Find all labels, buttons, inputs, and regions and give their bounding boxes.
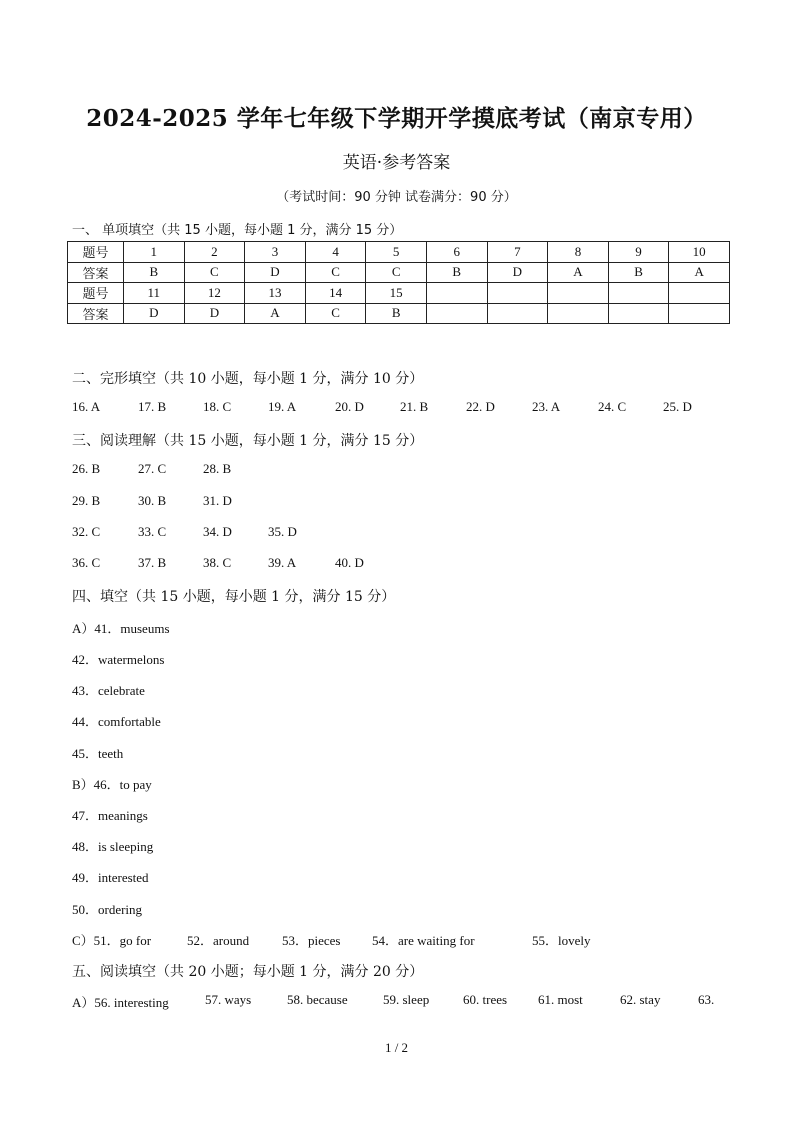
answer-item: 22. D: [466, 399, 495, 414]
fill-answer: 44．comfortable: [72, 714, 161, 729]
table-row: [68, 303, 730, 324]
table-cell: 7: [487, 242, 548, 263]
table-cell: 9: [608, 242, 669, 263]
table-cell: C: [305, 262, 366, 283]
table-cell: [548, 303, 609, 324]
answer-item: 59. sleep: [383, 992, 430, 1007]
answer-item: 39. A: [268, 555, 297, 570]
table-cell: B: [608, 262, 669, 283]
fill-answer: 42．watermelons: [72, 652, 165, 667]
table-cell: C: [305, 303, 366, 324]
answer-item: 19. A: [268, 399, 297, 414]
answer-item: 53．pieces: [282, 933, 341, 948]
answer-item: 20. D: [335, 399, 364, 414]
table-row-header: 题号: [68, 283, 124, 304]
table-cell: 15: [366, 283, 427, 304]
table-cell: D: [487, 262, 548, 283]
table-cell: 5: [366, 242, 427, 263]
table-cell: 3: [245, 242, 306, 263]
answer-item: 63.: [698, 992, 715, 1007]
answer-item: 17. B: [138, 399, 167, 414]
table-cell: [426, 283, 487, 304]
answer-item: 16. A: [72, 399, 101, 414]
table-cell: 2: [184, 242, 245, 263]
table-cell: [487, 283, 548, 304]
answer-item: 58. because: [287, 992, 348, 1007]
table-cell: [548, 283, 609, 304]
answer-item: 24. C: [598, 399, 627, 414]
fill-answer: 50．ordering: [72, 902, 143, 917]
table-cell: 12: [184, 283, 245, 304]
answer-item: 38. C: [203, 555, 232, 570]
answer-item: 36. C: [72, 555, 101, 570]
table-cell: 10: [669, 242, 730, 263]
table-row-header: 题号: [68, 242, 124, 263]
table-cell: [608, 283, 669, 304]
table-row: [68, 262, 730, 283]
answer-item: 52．around: [187, 933, 250, 948]
answer-item: 62. stay: [620, 992, 661, 1007]
table-cell: D: [245, 262, 306, 283]
table-cell: [669, 303, 730, 324]
answer-item: 32. C: [72, 524, 101, 539]
table-cell: D: [184, 303, 245, 324]
answer-item: 34. D: [203, 524, 232, 539]
table-cell: D: [124, 303, 185, 324]
table-cell: B: [366, 303, 427, 324]
table-row: [68, 242, 730, 263]
fill-answer: 47．meanings: [72, 808, 148, 823]
answer-item: 18. C: [203, 399, 232, 414]
table-cell: B: [124, 262, 185, 283]
fill-answer: B）46．to pay: [72, 777, 152, 792]
answer-item: 33. C: [138, 524, 167, 539]
answer-table: [67, 241, 730, 324]
exam-meta: （考试时间：90 分钟 试卷满分：90 分）: [276, 190, 517, 205]
table-cell: [608, 303, 669, 324]
answer-item: 57. ways: [205, 992, 252, 1007]
table-cell: A: [548, 262, 609, 283]
exam-subtitle: 英语·参考答案: [342, 153, 451, 173]
answer-item: 40. D: [335, 555, 364, 570]
exam-title: 2024-2025 学年七年级下学期开学摸底考试（南京专用）: [86, 105, 707, 132]
table-cell: [426, 303, 487, 324]
table-cell: A: [245, 303, 306, 324]
answer-item: 30. B: [138, 493, 167, 508]
answer-item: 31. D: [203, 493, 232, 508]
section-heading-5: 五、阅读填空（共 20 小题；每小题 1 分，满分 20 分）: [72, 964, 424, 980]
section-heading-2: 二、完形填空（共 10 小题，每小题 1 分，满分 10 分）: [72, 371, 424, 387]
table-cell: 8: [548, 242, 609, 263]
table-cell: [669, 283, 730, 304]
answer-item: 26. B: [72, 461, 101, 476]
answer-item: 54．are waiting for: [372, 933, 475, 948]
section-heading-3: 三、阅读理解（共 15 小题，每小题 1 分，满分 15 分）: [72, 433, 424, 449]
answer-item: 23. A: [532, 399, 561, 414]
table-row-header: 答案: [68, 303, 124, 324]
answer-item: 28. B: [203, 461, 232, 476]
answer-item: 60. trees: [463, 992, 508, 1007]
table-cell: B: [426, 262, 487, 283]
table-row: [68, 283, 730, 304]
table-cell: 6: [426, 242, 487, 263]
fill-answer: 43．celebrate: [72, 683, 145, 698]
table-cell: 13: [245, 283, 306, 304]
answer-item: 27. C: [138, 461, 167, 476]
answer-item: 55．lovely: [532, 933, 591, 948]
table-cell: 1: [124, 242, 185, 263]
table-cell: 11: [124, 283, 185, 304]
page-number: 1 / 2: [384, 1040, 409, 1055]
answer-item: 21. B: [400, 399, 429, 414]
table-cell: 14: [305, 283, 366, 304]
answer-item: 61. most: [538, 992, 583, 1007]
answer-item: 35. D: [268, 524, 297, 539]
fill-answer: 48．is sleeping: [72, 839, 154, 854]
table-row-header: 答案: [68, 262, 124, 283]
table-cell: C: [184, 262, 245, 283]
table-cell: [487, 303, 548, 324]
answer-item: 25. D: [663, 399, 692, 414]
table-cell: C: [366, 262, 427, 283]
answer-item: A）56. interesting: [72, 995, 169, 1010]
answer-item: C）51．go for: [72, 933, 152, 948]
fill-answer: 49．interested: [72, 870, 149, 885]
fill-answer: A）41．museums: [72, 621, 170, 636]
table-cell: A: [669, 262, 730, 283]
section-heading-1: 一、 单项填空（共 15 小题，每小题 1 分，满分 15 分）: [72, 223, 403, 238]
answer-item: 37. B: [138, 555, 167, 570]
table-cell: 4: [305, 242, 366, 263]
section-heading-4: 四、填空（共 15 小题，每小题 1 分，满分 15 分）: [72, 589, 396, 605]
fill-answer: 45．teeth: [72, 746, 124, 761]
answer-item: 29. B: [72, 493, 101, 508]
